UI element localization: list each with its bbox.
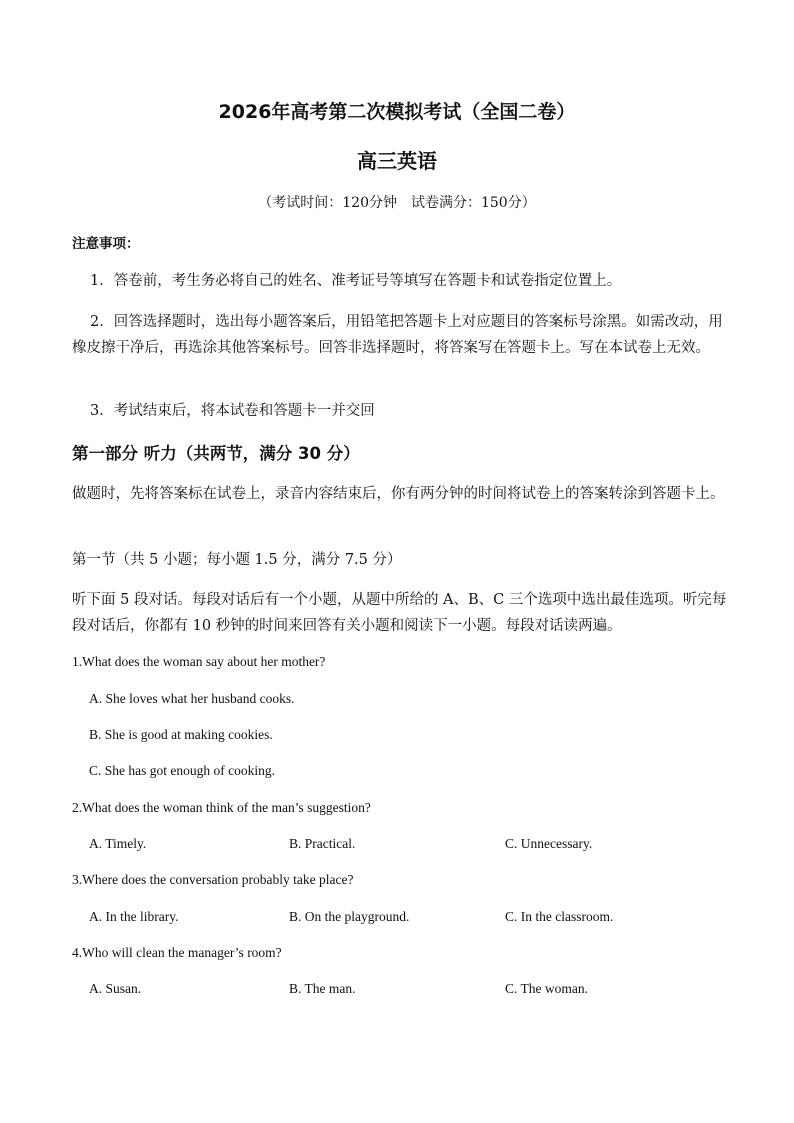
question-2-option-b: B. Practical. <box>289 836 356 851</box>
question-3-option-c: C. In the classroom. <box>505 909 614 924</box>
part1-instruction: 做题时，先将答案标在试卷上，录音内容结束后，你有两分钟的时间将试卷上的答案转涂到答题卡上。 <box>72 486 725 502</box>
section1-instruction: 听下面 5 段对话。每段对话后有一个小题，从题中所给的 A、B、C 三个选项中选出最佳选项。听完每段对话后，你都有 10 秒钟的时间来回答有关小题和阅读下一小题。每段对话读两遍。 <box>72 592 727 634</box>
question-1-option-c: C. She has got enough of cooking. <box>89 763 275 778</box>
question-3-option-a: A. In the library. <box>89 909 179 924</box>
exam-title: 2026年高考第二次模拟考试（全国二卷） <box>218 101 576 123</box>
question-2-option-a: A. Timely. <box>89 836 147 851</box>
note-item-3: 3．考试结束后，将本试卷和答题卡一并交回 <box>90 403 375 419</box>
question-4-option-a: A. Susan. <box>89 981 142 996</box>
note-item-1: 1．答卷前，考生务必将自己的姓名、准考证号等填写在答题卡和试卷指定位置上。 <box>90 273 622 289</box>
note-item-2: 2．回答选择题时，选出每小题答案后，用铅笔把答题卡上对应题目的答案标号涂黑。如需改动，用橡皮擦干净后，再选涂其他答案标号。回答非选择题时，将答案写在答题卡上。写在本试卷上无效。 <box>72 314 723 356</box>
question-2-option-c: C. Unnecessary. <box>505 836 593 851</box>
question-1-stem: 1.What does the woman say about her mother? <box>72 654 326 669</box>
exam-subject: 高三英语 <box>357 149 437 173</box>
exam-info: （考试时间：120分钟 试卷满分：150分） <box>258 195 536 211</box>
part1-heading: 第一部分 听力（共两节，满分 30 分） <box>72 444 360 463</box>
question-4-option-c: C. The woman. <box>505 981 588 996</box>
notes-heading: 注意事项： <box>72 236 140 252</box>
question-1-option-b: B. She is good at making cookies. <box>89 727 273 742</box>
question-4-option-b: B. The man. <box>289 981 356 996</box>
question-3-option-b: B. On the playground. <box>289 909 410 924</box>
question-4-stem: 4.Who will clean the manager’s room? <box>72 945 282 960</box>
question-1-option-a: A. She loves what her husband cooks. <box>89 691 295 706</box>
question-2-stem: 2.What does the woman think of the man’s suggestion? <box>72 800 371 815</box>
section1-heading: 第一节（共 5 小题；每小题 1.5 分，满分 7.5 分） <box>72 552 402 568</box>
question-3-stem: 3.Where does the conversation probably take place? <box>72 872 354 887</box>
